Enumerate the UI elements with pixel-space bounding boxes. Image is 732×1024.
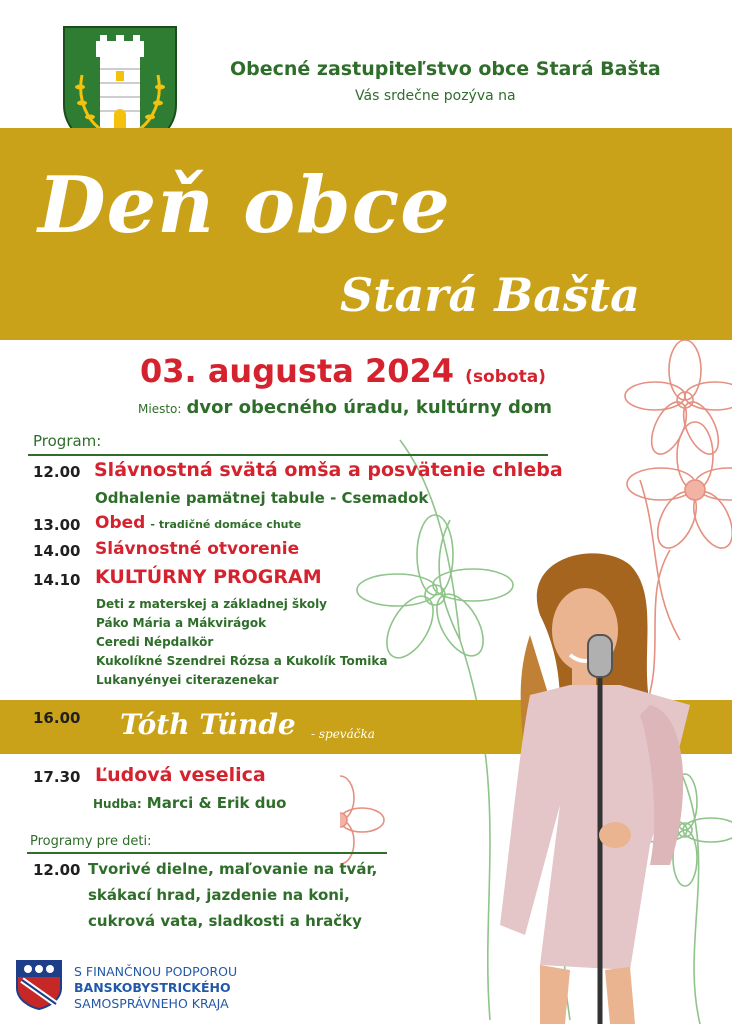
kids-time: 12.00 bbox=[33, 861, 81, 879]
program-title: Slávnostná svätá omša a posvätenie chleba bbox=[94, 459, 563, 481]
headliner-name: Tóth Tünde bbox=[120, 708, 296, 741]
singer-photo bbox=[500, 545, 732, 1024]
program-time: 13.00 bbox=[33, 516, 81, 534]
music-value: Marci & Erik duo bbox=[146, 794, 287, 812]
program-time: 12.00 bbox=[33, 463, 81, 481]
program-title: Slávnostné otvorenie bbox=[95, 539, 300, 559]
program-title: Ľudová veselica bbox=[95, 764, 266, 786]
kids-program-label: Programy pre deti: bbox=[30, 834, 152, 849]
performer: Deti z materskej a základnej školy bbox=[96, 597, 328, 611]
performer: Ceredi Népdalkör bbox=[96, 635, 214, 649]
headliner-role: - speváčka bbox=[311, 727, 375, 741]
invitation-text: Vás srdečne pozýva na bbox=[355, 88, 516, 104]
sponsor-line: S FINANČNOU PODPOROU bbox=[74, 964, 238, 979]
program-time: 14.00 bbox=[33, 542, 81, 560]
music-label: Hudba: bbox=[93, 797, 142, 811]
date-text: 03. augusta 2024 bbox=[140, 352, 455, 390]
performer: Lukanyényei citerazenekar bbox=[96, 673, 279, 687]
music-line bbox=[93, 793, 286, 812]
performer: Páko Mária a Mákvirágok bbox=[96, 616, 267, 630]
sponsor-line: SAMOSPRÁVNEHO KRAJA bbox=[74, 996, 229, 1011]
event-title: Deň obce bbox=[38, 160, 451, 251]
program-entry bbox=[95, 513, 301, 533]
program-subtitle: Odhalenie pamätnej tabule - Csemadok bbox=[95, 489, 429, 507]
program-time: 16.00 bbox=[33, 709, 81, 727]
program-title: Obed bbox=[95, 513, 146, 533]
weekday-text: (sobota) bbox=[465, 367, 546, 387]
program-time: 14.10 bbox=[33, 571, 81, 589]
organizer-name: Obecné zastupiteľstvo obce Stará Bašta bbox=[230, 58, 661, 80]
region-coat-of-arms-icon bbox=[16, 960, 62, 1010]
kids-activity: Tvorivé dielne, maľovanie na tvár, bbox=[88, 860, 378, 878]
event-subtitle: Stará Bašta bbox=[340, 268, 640, 322]
program-note: - tradičné domáce chute bbox=[150, 518, 302, 531]
place-label: Miesto: bbox=[138, 402, 182, 416]
performer: Kukolíkné Szendrei Rózsa a Kukolík Tomika bbox=[96, 654, 388, 668]
event-place bbox=[138, 397, 552, 418]
program-title: KULTÚRNY PROGRAM bbox=[95, 566, 322, 588]
program-time: 17.30 bbox=[33, 768, 81, 786]
event-date bbox=[140, 352, 546, 390]
program-divider bbox=[28, 454, 548, 456]
kids-divider bbox=[27, 852, 387, 854]
kids-activity: skákací hrad, jazdenie na koni, bbox=[88, 886, 350, 904]
kids-activity: cukrová vata, sladkosti a hračky bbox=[88, 912, 362, 930]
place-value: dvor obecného úradu, kultúrny dom bbox=[186, 397, 552, 418]
sponsor-line: BANSKOBYSTRICKÉHO bbox=[74, 980, 231, 995]
program-label: Program: bbox=[33, 432, 102, 450]
